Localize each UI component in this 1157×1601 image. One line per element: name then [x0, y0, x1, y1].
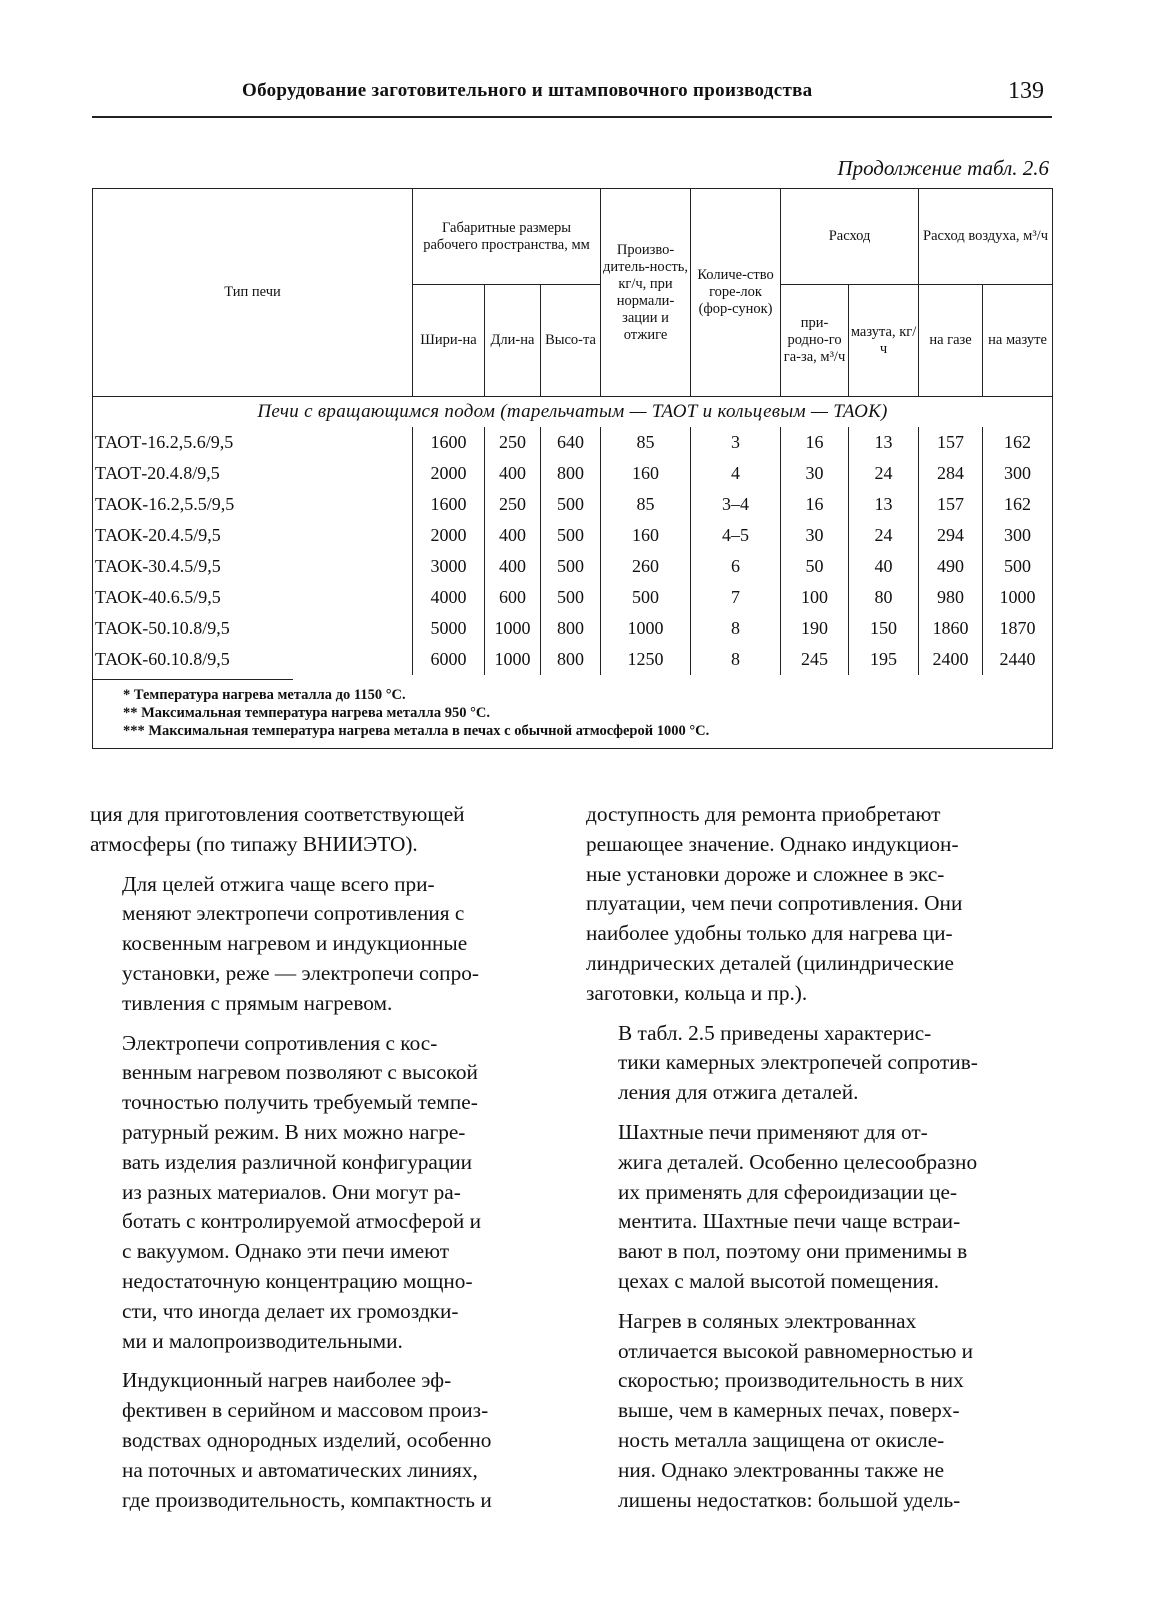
table-cell: 1000 — [983, 582, 1053, 613]
text-line: Для целей отжига чаще всего при- — [122, 871, 435, 896]
running-title: Оборудование заготовительного и штамповочного производства — [242, 80, 813, 101]
table-cell: 250 — [485, 489, 541, 520]
table-cell: 1600 — [413, 427, 485, 458]
table-cell: 1000 — [601, 613, 691, 644]
table-cell: 300 — [983, 520, 1053, 551]
table-cell: 2440 — [983, 644, 1053, 675]
text-line: меняют электропечи сопротивления с — [122, 901, 465, 926]
text-line: ные установки дороже и сложнее в экс- — [586, 861, 945, 886]
footnote: *** Максимальная температура нагрева металла в печах с обычной атмосферой 1000 °С. — [123, 723, 710, 739]
table-cell: 260 — [601, 551, 691, 582]
text-line: плуатации, чем печи сопротивления. Они — [586, 891, 963, 916]
table-cell: 2000 — [413, 520, 485, 551]
table-cell: 400 — [485, 520, 541, 551]
text-line: лишены недостатков: большой удель- — [618, 1487, 961, 1512]
text-line: Электропечи сопротивления с кос- — [122, 1030, 438, 1055]
table-cell: 13 — [849, 489, 919, 520]
text-line: вают в пол, поэтому они применимы в — [618, 1239, 968, 1264]
table-cell: 40 — [849, 551, 919, 582]
text-line: тики камерных электропечей сопротив- — [618, 1050, 978, 1075]
table-cell: 1000 — [485, 644, 541, 675]
text-line: тивления с прямым нагревом. — [122, 990, 393, 1015]
table-row — [93, 427, 1053, 458]
table-cell: 7 — [691, 582, 781, 613]
table-cell: 500 — [541, 582, 601, 613]
table-cell: 1000 — [485, 613, 541, 644]
header-productivity: Произво-дитель-ность, кг/ч, при нормали-зации и отжиге — [601, 189, 691, 397]
text-line: линдрических деталей (цилиндрические — [586, 950, 954, 975]
page-number: 139 — [1008, 78, 1044, 104]
header-air-oil: на мазуте — [983, 285, 1053, 397]
table-cell: 500 — [601, 582, 691, 613]
text-line: наиболее удобны только для нагрева ци- — [586, 921, 953, 946]
table-cell: 157 — [919, 489, 983, 520]
table-cell: 1860 — [919, 613, 983, 644]
table-cell: 30 — [781, 520, 849, 551]
text-line: ботать с контролируемой атмосферой и — [122, 1209, 481, 1234]
paragraph — [90, 1366, 558, 1515]
footnote-rule — [93, 679, 293, 680]
table-cell: 250 — [485, 427, 541, 458]
text-line: водствах однородных изделий, особенно — [122, 1427, 492, 1452]
text-line: Индукционный нагрев наиболее эф- — [122, 1368, 452, 1393]
table-cell: 490 — [919, 551, 983, 582]
table-cell: 100 — [781, 582, 849, 613]
table-cell: 4 — [691, 458, 781, 489]
table-cell: 195 — [849, 644, 919, 675]
table-cell: 85 — [601, 489, 691, 520]
header-air-gas: на газе — [919, 285, 983, 397]
table-row — [93, 644, 1053, 675]
table-row — [93, 613, 1053, 644]
text-line: с вакуумом. Однако эти печи имеют — [122, 1239, 450, 1264]
table-cell: 150 — [849, 613, 919, 644]
text-line: вать изделия различной конфигурации — [122, 1149, 473, 1174]
header-width: Шири-на — [413, 285, 485, 397]
section-title: Печи с вращающимся подом (тарельчатым — ТАОТ и кольцевым — ТАОК) — [93, 397, 1053, 428]
text-line: сти, что иногда делает их громоздки- — [122, 1298, 459, 1323]
text-line: атмосферы (по типажу ВНИИЭТО). — [90, 831, 418, 856]
header-height: Высо-та — [541, 285, 601, 397]
table-cell: 160 — [601, 520, 691, 551]
table-cell: 2000 — [413, 458, 485, 489]
table-cell: 284 — [919, 458, 983, 489]
text-line: решающее значение. Однако индукцион- — [586, 831, 959, 856]
text-line: ментита. Шахтные печи чаще встраи- — [618, 1209, 961, 1234]
text-line: ния. Однако электрованны также не — [618, 1457, 945, 1482]
table-cell: 24 — [849, 458, 919, 489]
furnace-type-cell: ТАОК-16.2,5.5/9,5 — [93, 489, 413, 520]
text-line: на поточных и автоматических линиях, — [122, 1457, 478, 1482]
table-cell: 157 — [919, 427, 983, 458]
paragraph — [586, 1118, 1054, 1297]
paragraph — [90, 1029, 558, 1357]
text-line: ция для приготовления соответствующей — [90, 802, 465, 826]
table-cell: 16 — [781, 489, 849, 520]
table-row — [93, 520, 1053, 551]
table-row — [93, 582, 1053, 613]
paragraph — [586, 1019, 1054, 1108]
table-cell: 1870 — [983, 613, 1053, 644]
text-line: ратурный режим. В них можно нагре- — [122, 1119, 466, 1144]
text-line: заготовки, кольца и пр.). — [586, 980, 808, 1005]
table-row — [93, 489, 1053, 520]
text-line: цехах с малой высотой помещения. — [618, 1268, 940, 1293]
header-dimensions: Габаритные размеры рабочего пространства, мм — [413, 189, 601, 285]
table-cell: 6 — [691, 551, 781, 582]
table-cell: 8 — [691, 644, 781, 675]
running-header — [92, 70, 1052, 118]
table-cell: 294 — [919, 520, 983, 551]
furnace-type-cell: ТАОК-30.4.5/9,5 — [93, 551, 413, 582]
table-cell: 50 — [781, 551, 849, 582]
table-cell: 500 — [541, 489, 601, 520]
paragraph — [90, 870, 558, 1019]
header-type: Тип печи — [93, 189, 413, 397]
table-cell: 500 — [983, 551, 1053, 582]
furnace-type-cell: ТАОТ-16.2,5.6/9,5 — [93, 427, 413, 458]
table-cell: 500 — [541, 551, 601, 582]
table-cell: 4000 — [413, 582, 485, 613]
table-cell: 3–4 — [691, 489, 781, 520]
header-fuel-oil: мазута, кг/ч — [849, 285, 919, 397]
text-line: жига деталей. Особенно целесообразно — [618, 1149, 978, 1174]
text-line: из разных материалов. Они могут ра- — [122, 1179, 461, 1204]
table-cell: 400 — [485, 458, 541, 489]
header-length: Дли-на — [485, 285, 541, 397]
footnotes — [93, 675, 1053, 749]
table-cell: 80 — [849, 582, 919, 613]
table-cell: 800 — [541, 613, 601, 644]
table-cell: 6000 — [413, 644, 485, 675]
table-cell: 800 — [541, 458, 601, 489]
text-line: ность металла защищена от окисле- — [618, 1427, 945, 1452]
text-column-right — [586, 800, 1054, 1515]
table-cell: 1600 — [413, 489, 485, 520]
table-cell: 162 — [983, 489, 1053, 520]
table-cell: 1250 — [601, 644, 691, 675]
text-line: венным нагревом позволяют с высокой — [122, 1060, 478, 1085]
table-cell: 3000 — [413, 551, 485, 582]
table-cell: 24 — [849, 520, 919, 551]
table-cell: 16 — [781, 427, 849, 458]
table-cell: 800 — [541, 644, 601, 675]
text-column-left — [90, 800, 558, 1515]
text-line: точностью получить требуемый темпе- — [122, 1090, 478, 1115]
table-cell: 2400 — [919, 644, 983, 675]
text-line: ления для отжига деталей. — [618, 1080, 859, 1105]
furnace-type-cell: ТАОТ-20.4.8/9,5 — [93, 458, 413, 489]
header-air-consumption: Расход воздуха, м³/ч — [919, 189, 1053, 285]
paragraph — [90, 800, 558, 860]
table-row — [93, 551, 1053, 582]
furnace-type-cell: ТАОК-20.4.5/9,5 — [93, 520, 413, 551]
table-cell: 500 — [541, 520, 601, 551]
table-cell: 980 — [919, 582, 983, 613]
table-cell: 8 — [691, 613, 781, 644]
table-cell: 162 — [983, 427, 1053, 458]
table-cell: 300 — [983, 458, 1053, 489]
paragraph — [586, 800, 1054, 1009]
table-cell: 3 — [691, 427, 781, 458]
table-cell: 245 — [781, 644, 849, 675]
table-cell: 190 — [781, 613, 849, 644]
table-cell: 160 — [601, 458, 691, 489]
table-cell: 13 — [849, 427, 919, 458]
header-natural-gas: при-родно-го га-за, м³/ч — [781, 285, 849, 397]
table-cell: 400 — [485, 551, 541, 582]
text-line: ми и малопроизводительными. — [122, 1328, 403, 1353]
header-burners: Количе-ство горе-лок (фор-сунок) — [691, 189, 781, 397]
table-continuation-caption: Продолжение табл. 2.6 — [837, 156, 1049, 180]
text-line: выше, чем в камерных печах, поверх- — [618, 1398, 960, 1423]
table-cell: 600 — [485, 582, 541, 613]
text-line: установки, реже — электропечи сопро- — [122, 960, 479, 985]
footnote: * Температура нагрева металла до 1150 °С. — [123, 687, 406, 703]
furnace-type-cell: ТАОК-40.6.5/9,5 — [93, 582, 413, 613]
text-line: недостаточную концентрацию мощно- — [122, 1268, 473, 1293]
text-line: косвенным нагревом и индукционные — [122, 931, 468, 956]
furnace-table — [92, 188, 1053, 749]
table-cell: 4–5 — [691, 520, 781, 551]
text-line: где производительность, компактность и — [122, 1487, 492, 1512]
table-row — [93, 458, 1053, 489]
text-line: фективен в серийном и массовом произ- — [122, 1398, 489, 1423]
text-line: доступность для ремонта приобретают — [586, 802, 941, 826]
header-consumption: Расход — [781, 189, 919, 285]
table-cell: 30 — [781, 458, 849, 489]
furnace-type-cell: ТАОК-60.10.8/9,5 — [93, 644, 413, 675]
table-cell: 640 — [541, 427, 601, 458]
text-line: скоростью; производительность в них — [618, 1368, 964, 1393]
table-cell: 5000 — [413, 613, 485, 644]
table-cell: 85 — [601, 427, 691, 458]
text-line: отличается высокой равномерностью и — [618, 1338, 974, 1363]
text-line: их применять для сфероидизации це- — [618, 1179, 958, 1204]
furnace-type-cell: ТАОК-50.10.8/9,5 — [93, 613, 413, 644]
text-line: Нагрев в соляных электрованнах — [618, 1308, 917, 1333]
paragraph — [586, 1307, 1054, 1516]
text-line: В табл. 2.5 приведены характерис- — [618, 1020, 932, 1045]
text-line: Шахтные печи применяют для от- — [618, 1119, 928, 1144]
footnote: ** Максимальная температура нагрева металла 950 °С. — [123, 705, 490, 721]
